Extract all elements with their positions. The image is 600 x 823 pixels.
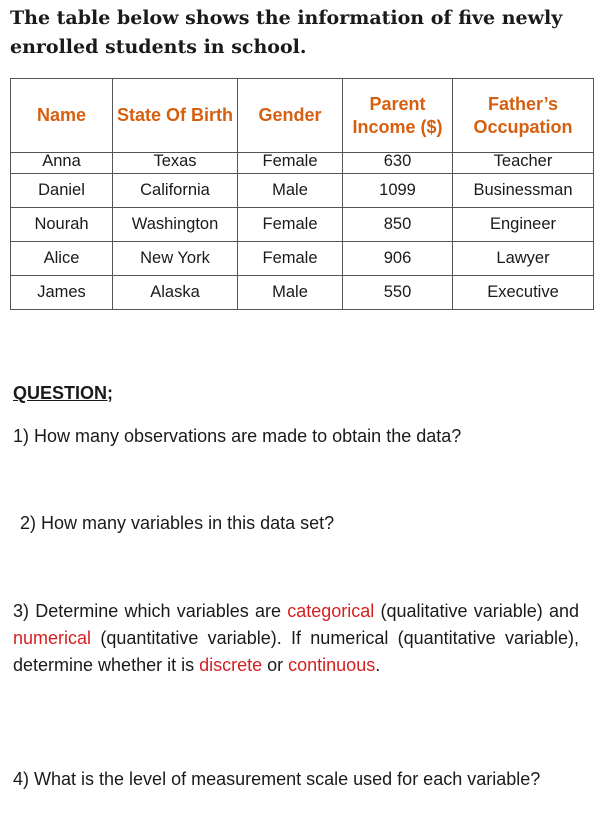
table-header-row: [11, 79, 594, 153]
table-row: [11, 174, 594, 208]
q3-text-5: .: [375, 655, 381, 675]
cell-name: Nourah: [11, 208, 113, 242]
cell-name: Anna: [11, 153, 113, 174]
cell-income: 1099: [343, 174, 453, 208]
cell-name: James: [11, 276, 113, 310]
cell-name: Daniel: [11, 174, 113, 208]
cell-gender: Male: [238, 276, 343, 310]
cell-gender: Female: [238, 242, 343, 276]
table-row: [11, 276, 594, 310]
term-discrete: discrete: [199, 655, 263, 675]
q3-text-3: (quantitative variable). If numerical (quantitative variable), determine whether it is: [13, 628, 579, 675]
cell-occupation: Businessman: [453, 174, 594, 208]
q3-text-2: (qualitative variable) and: [374, 601, 579, 621]
cell-gender: Female: [238, 153, 343, 174]
term-continuous: continuous: [288, 655, 376, 675]
cell-state: California: [113, 174, 238, 208]
header-name: Name: [11, 79, 113, 153]
table-row: [11, 208, 594, 242]
cell-occupation: Teacher: [453, 153, 594, 174]
cell-name: Alice: [11, 242, 113, 276]
cell-state: Texas: [113, 153, 238, 174]
cell-gender: Male: [238, 174, 343, 208]
term-categorical: categorical: [287, 601, 375, 621]
question-heading: QUESTION;: [13, 383, 114, 403]
header-parent-income: Parent Income ($): [343, 79, 453, 153]
cell-income: 550: [343, 276, 453, 310]
question-1: 1) How many observations are made to obtain the data?: [13, 426, 462, 446]
question-2: 2) How many variables in this data set?: [20, 513, 335, 533]
question-3: [13, 598, 579, 679]
question-4: 4) What is the level of measurement scale used for each variable?: [13, 769, 541, 789]
header-fathers-occupation: Father’s Occupation: [453, 79, 594, 153]
cell-income: 850: [343, 208, 453, 242]
q3-text-4: or: [262, 655, 289, 675]
intro-text: The table below shows the information of five newly enrolled students in school.: [10, 7, 563, 58]
cell-income: 630: [343, 153, 453, 174]
students-table: [10, 78, 594, 310]
cell-state: Alaska: [113, 276, 238, 310]
cell-state: Washington: [113, 208, 238, 242]
header-gender: Gender: [238, 79, 343, 153]
term-numerical: numerical: [13, 628, 92, 648]
cell-income: 906: [343, 242, 453, 276]
header-state-of-birth: State Of Birth: [113, 79, 238, 153]
cell-occupation: Executive: [453, 276, 594, 310]
cell-occupation: Engineer: [453, 208, 594, 242]
cell-gender: Female: [238, 208, 343, 242]
table-row: [11, 242, 594, 276]
table-row: [11, 153, 594, 174]
cell-state: New York: [113, 242, 238, 276]
q3-text-1: 3) Determine which variables are: [13, 601, 288, 621]
cell-occupation: Lawyer: [453, 242, 594, 276]
